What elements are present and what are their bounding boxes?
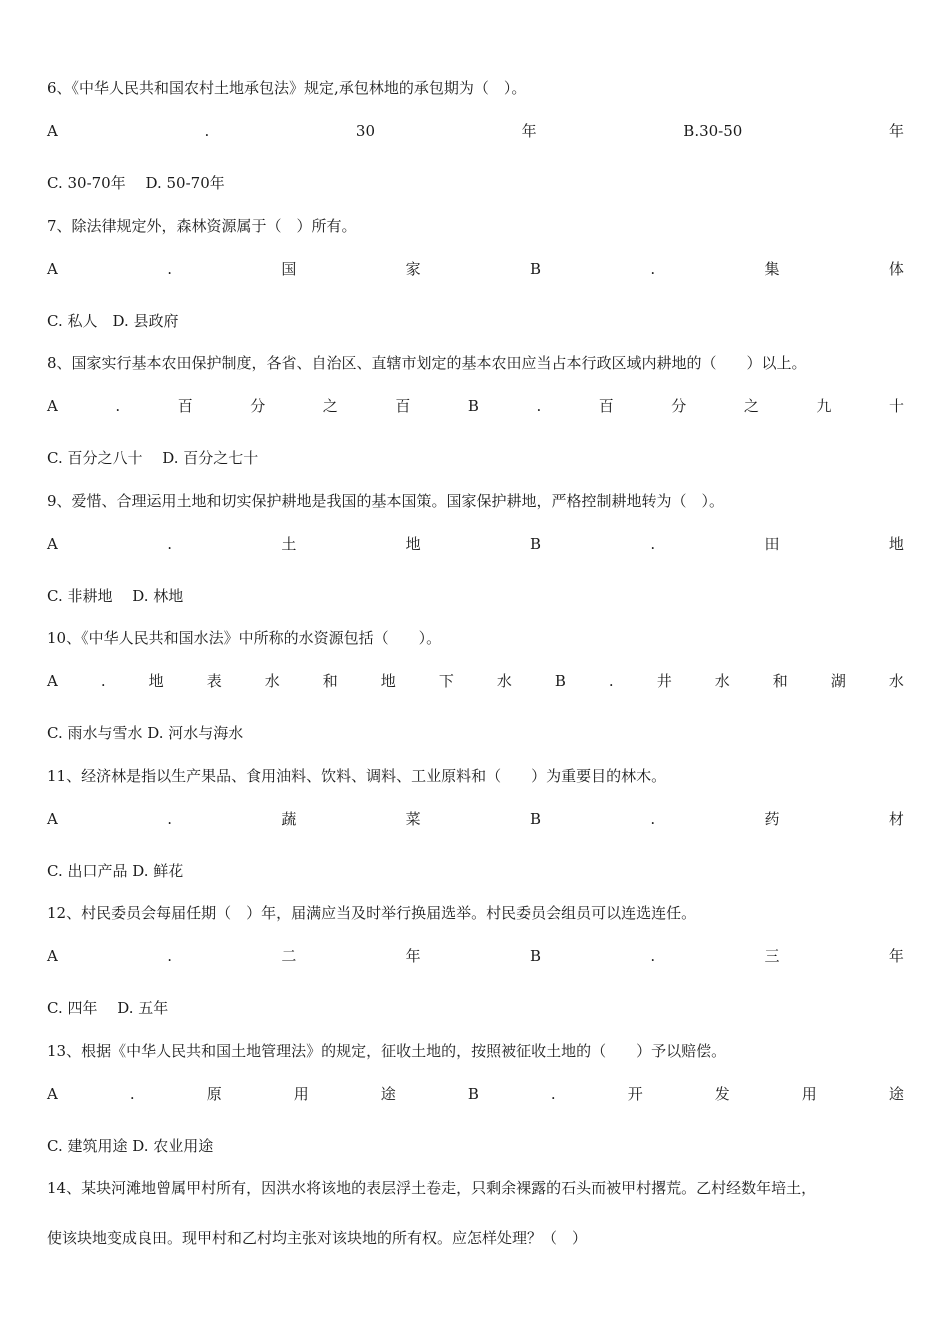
question-stem: 10、《中华人民共和国水法》中所称的水资源包括（ ）。 — [47, 629, 442, 647]
option-token: 和 — [322, 672, 338, 690]
option-token: 地 — [380, 672, 396, 690]
option-token: . — [129, 1084, 135, 1103]
option-token: . — [608, 672, 614, 690]
option-token: B — [467, 397, 479, 415]
options-cd-line: C. 百分之八十 D. 百分之七十 — [47, 449, 259, 467]
option-token: B — [530, 259, 542, 278]
option-token: 菜 — [405, 809, 421, 828]
option-token: 集 — [764, 259, 780, 278]
option-token: 分 — [250, 397, 266, 415]
option-token: A — [47, 397, 58, 415]
option-token: 水 — [496, 672, 512, 690]
options-cd-line: C. 非耕地 D. 林地 — [47, 586, 184, 605]
option-token: 百 — [177, 397, 193, 415]
option-token: 水 — [264, 672, 280, 690]
option-token: 二 — [281, 947, 297, 965]
option-token: 用 — [293, 1084, 309, 1103]
question-stem: 13、根据《中华人民共和国土地管理法》的规定，征收土地的，按照被征收土地的（ ）予以赔偿。 — [47, 1041, 727, 1060]
option-token: 开 — [627, 1084, 643, 1103]
option-token: 地 — [148, 672, 164, 690]
option-token: 年 — [405, 947, 421, 965]
option-token: 途 — [380, 1084, 396, 1103]
option-token: 体 — [888, 259, 904, 278]
option-token: 年 — [888, 947, 904, 965]
option-token: . — [167, 809, 172, 828]
options-ab-line — [47, 121, 904, 141]
option-token: B — [530, 947, 542, 965]
option-token: B — [554, 672, 566, 690]
option-token: 水 — [714, 672, 730, 690]
option-token: 用 — [801, 1084, 817, 1103]
options-ab-line — [47, 1084, 904, 1104]
question-stem: 9、爱惜、合理运用土地和切实保护耕地是我国的基本国策。国家保护耕地，严格控制耕地转为（ ）。 — [47, 491, 725, 510]
option-token: . — [167, 259, 172, 278]
option-token: 十 — [888, 397, 904, 415]
options-cd-line: C. 30-70年 D. 50-70年 — [47, 174, 225, 192]
options-ab-line — [47, 534, 904, 554]
question-stem: 14、某块河滩地曾属甲村所有，因洪水将该地的表层浮土卷走，只剩余裸露的石头而被甲村撂荒。乙村经数年培土， — [47, 1179, 817, 1197]
option-token: . — [650, 947, 656, 965]
options-ab-line — [47, 396, 904, 416]
option-token: 之 — [322, 397, 338, 415]
option-token: B — [467, 1084, 479, 1103]
option-token: . — [204, 122, 210, 140]
option-token: 年 — [888, 122, 904, 140]
option-token: 年 — [521, 122, 537, 140]
option-token: B — [530, 809, 542, 828]
option-token: 土 — [281, 534, 297, 553]
option-token: . — [115, 397, 121, 415]
option-token: 30 — [355, 122, 375, 140]
option-token: . — [167, 947, 172, 965]
question-stem: 11、经济林是指以生产果品、食用油料、饮料、调料、工业原料和（ ）为重要目的林木。 — [47, 766, 667, 785]
options-ab-line — [47, 671, 904, 691]
option-token: 百 — [395, 397, 411, 415]
option-token: A — [47, 672, 58, 690]
option-token: B — [530, 534, 542, 553]
option-token: 和 — [772, 672, 788, 690]
option-token: . — [536, 397, 542, 415]
option-token: . — [550, 1084, 556, 1103]
option-token: 原 — [206, 1084, 222, 1103]
option-token: A — [47, 534, 58, 553]
option-token: 发 — [714, 1084, 730, 1103]
option-token: 地 — [405, 534, 421, 553]
option-token: 九 — [816, 397, 832, 415]
option-token: A — [47, 122, 58, 140]
option-token: 国 — [281, 259, 297, 278]
option-token: 湖 — [830, 672, 846, 690]
question-stem: 8、国家实行基本农田保护制度，各省、自治区、直辖市划定的基本农田应当占本行政区域内耕地的（ ）以上。 — [47, 354, 807, 372]
option-token: A — [47, 259, 58, 278]
option-token: . — [167, 534, 172, 553]
question-stem: 12、村民委员会每届任期（ ）年，届满应当及时举行换届选举。村民委员会组员可以连选连任。 — [47, 904, 697, 922]
options-cd-line: C. 私人 D. 县政府 — [47, 311, 179, 330]
option-token: 分 — [671, 397, 687, 415]
question-stem-continued: 使该块地变成良田。现甲村和乙村均主张对该块地的所有权。应怎样处理？（ ） — [47, 1229, 588, 1247]
option-token: 田 — [764, 534, 780, 553]
option-token: 之 — [743, 397, 759, 415]
question-stem: 6、《中华人民共和国农村土地承包法》规定,承包林地的承包期为（ ）。 — [47, 79, 527, 97]
option-token: 蔬 — [281, 809, 297, 828]
option-token: 药 — [764, 809, 780, 828]
option-token: 家 — [405, 259, 421, 278]
options-ab-line — [47, 809, 904, 829]
option-token: 水 — [888, 672, 904, 690]
options-ab-line — [47, 259, 904, 279]
option-token: 三 — [764, 947, 780, 965]
option-token: . — [650, 809, 656, 828]
option-token: . — [650, 259, 656, 278]
options-ab-line — [47, 946, 904, 966]
option-token: 下 — [438, 672, 454, 690]
option-token: 表 — [206, 672, 222, 690]
option-token: . — [650, 534, 656, 553]
option-token: 百 — [598, 397, 614, 415]
option-token: A — [47, 1084, 58, 1103]
option-token: 途 — [888, 1084, 904, 1103]
option-token: A — [47, 947, 58, 965]
options-cd-line: C. 雨水与雪水 D. 河水与海水 — [47, 724, 244, 742]
option-token: 地 — [888, 534, 904, 553]
option-token: . — [100, 672, 106, 690]
options-cd-line: C. 建筑用途 D. 农业用途 — [47, 1136, 214, 1155]
option-token: B.30-50 — [683, 122, 743, 140]
question-stem: 7、除法律规定外，森林资源属于（ ）所有。 — [47, 216, 357, 235]
option-token: 井 — [656, 672, 672, 690]
options-cd-line: C. 四年 D. 五年 — [47, 999, 169, 1017]
options-cd-line: C. 出口产品 D. 鲜花 — [47, 861, 184, 880]
option-token: 材 — [888, 809, 904, 828]
option-token: A — [47, 809, 58, 828]
